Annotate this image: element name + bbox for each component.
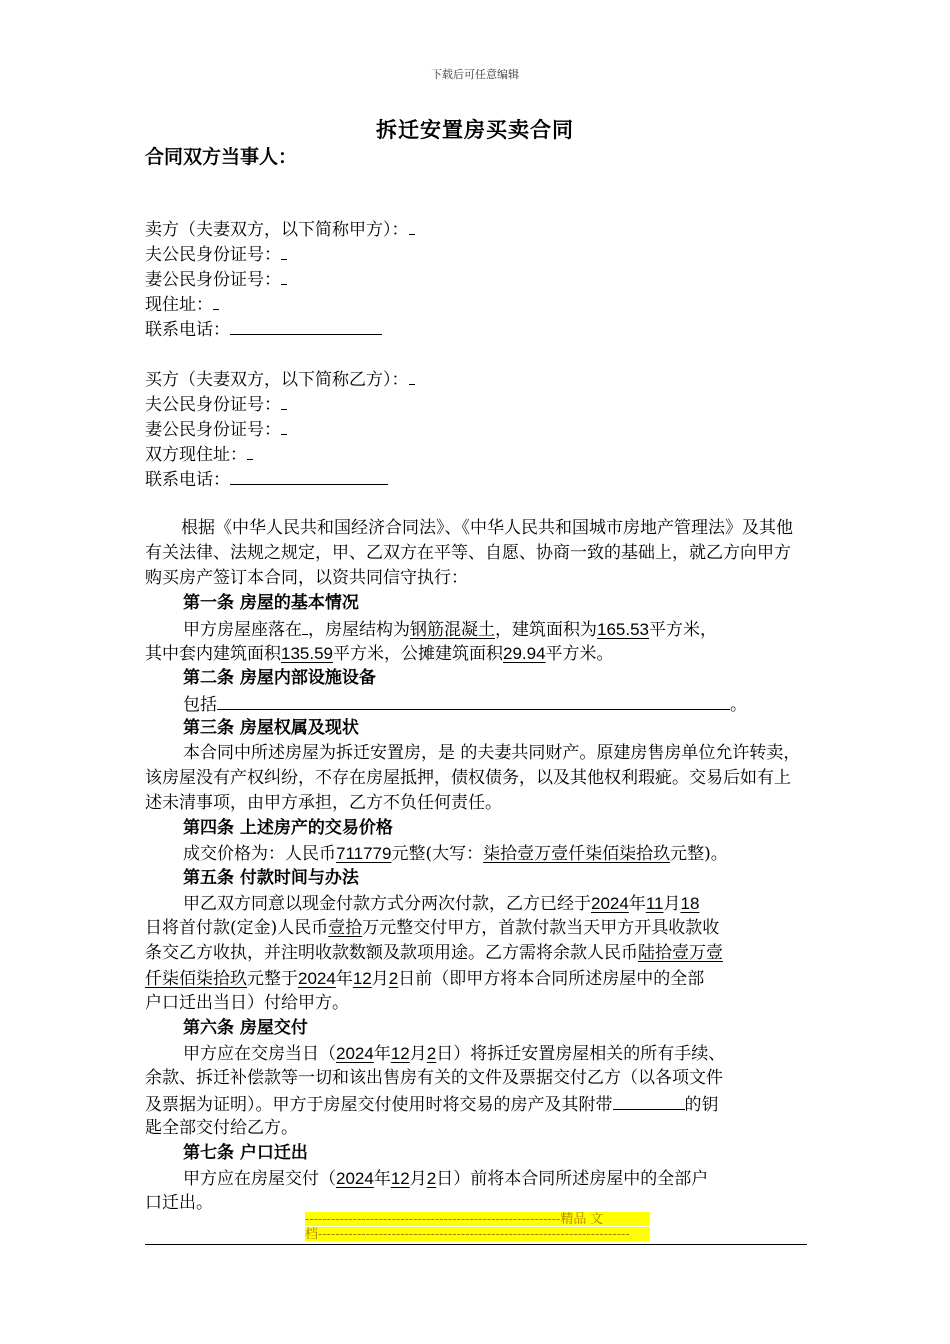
a1-text-7: 平方米。 [545, 644, 614, 664]
balance-year: 2024 [298, 969, 336, 988]
a7-text-month: 月 [409, 1169, 427, 1189]
buyer-address-blank[interactable] [247, 441, 253, 460]
seller-husband-id-line [145, 241, 287, 268]
seller-wife-id-blank[interactable] [281, 266, 287, 285]
seller-address-line [145, 291, 219, 318]
article-4-title: 第四条 上述房产的交易价格 [183, 818, 393, 838]
article-1-line-2 [145, 641, 614, 667]
header-note: 下载后可任意编辑 [431, 68, 519, 81]
building-area-value: 165.53 [597, 620, 649, 639]
article-5-line-2 [145, 916, 719, 941]
a1-text-1: 甲方房屋座落在 [183, 620, 302, 640]
price-value: 711779 [336, 844, 392, 863]
article-5-line-3 [145, 941, 723, 966]
buyer-address-label: 双方现住址： [145, 445, 247, 465]
article-6-title: 第六条 房屋交付 [183, 1018, 308, 1038]
article-6-line-4: 匙全部交付给乙方。 [145, 1118, 298, 1138]
buyer-husband-id-label: 夫公民身份证号： [145, 395, 281, 415]
seller-address-blank[interactable] [213, 291, 219, 310]
a7-text-year: 年 [373, 1169, 391, 1189]
balance-words-part-2: 仟柒佰柒拾玖 [145, 969, 247, 989]
a5-text-6: 日前（即甲方将本合同所述房屋中的全部 [398, 969, 705, 989]
buyer-phone-line [145, 466, 388, 493]
a4-text-3: 元整)。 [670, 844, 728, 864]
a5-text-5: 元整于 [247, 969, 298, 989]
contract-title: 拆迁安置房买卖合同 [376, 117, 574, 142]
a4-text-2: 元整(大写： [391, 844, 484, 864]
a7-text-1: 甲方应在房屋交付（ [183, 1169, 336, 1189]
a6-text-1: 甲方应在交房当日（ [183, 1044, 336, 1064]
a5-text-year-2: 年 [335, 969, 353, 989]
buyer-wife-id-line [145, 416, 287, 443]
seller-husband-id-label: 夫公民身份证号： [145, 245, 281, 265]
a5-text-month: 月 [663, 894, 681, 914]
article-1-line-1 [183, 616, 717, 643]
structure-value: 钢筋混凝土 [410, 620, 495, 640]
article-7-line-1 [183, 1166, 708, 1192]
seller-name-blank[interactable] [409, 216, 415, 235]
seller-label: 卖方（夫妻双方，以下简称甲方）： [145, 220, 409, 240]
first-payment-month: 11 [645, 894, 664, 913]
a6-text-month: 月 [409, 1044, 427, 1064]
article-7-line-2: 口迁出。 [145, 1193, 213, 1213]
balance-month: 12 [352, 969, 372, 988]
article-4-line [183, 841, 728, 867]
article-2-line [183, 691, 747, 718]
facilities-blank[interactable] [217, 691, 730, 710]
buyer-label: 买方（夫妻双方，以下简称乙方）： [145, 370, 409, 390]
a1-text-3: ，建筑面积为 [495, 620, 597, 640]
a1-text-6: 平方米，公摊建筑面积 [333, 644, 503, 664]
article-7-title: 第七条 户口迁出 [183, 1143, 308, 1163]
keys-blank[interactable] [613, 1091, 685, 1110]
article-6-line-2: 余款、拆迁补偿款等一切和该出售房有关的文件及票据交付乙方（以各项文件 [145, 1068, 723, 1088]
seller-label-line [145, 216, 415, 243]
a1-text-2: ，房屋结构为 [308, 620, 410, 640]
deposit-value: 壹拾 [328, 918, 363, 938]
shared-area-value: 29.94 [503, 644, 546, 663]
seller-husband-id-blank[interactable] [281, 241, 287, 260]
inner-area-value: 135.59 [281, 644, 333, 663]
article-5-title: 第五条 付款时间与办法 [183, 868, 359, 888]
article-6-line-1 [183, 1041, 725, 1067]
article-3-text: 本合同中所述房屋为拆迁安置房，是 的夫妻共同财产。原建房售房单位允许转卖，该房屋没有产权纠纷，不存在房屋抵押，债权债务，以及其他权利瑕疵。交易后如有上述未清事项，由甲方承担，乙方不负任何责任。 [145, 743, 801, 813]
article-5-line-4 [145, 966, 704, 992]
balance-day: 2 [388, 969, 399, 988]
a1-text-4: 平方米， [649, 620, 717, 640]
seller-phone-blank[interactable] [230, 316, 382, 335]
a7-text-2: 日）前将本合同所述房屋中的全部户 [436, 1169, 709, 1189]
buyer-wife-id-label: 妻公民身份证号： [145, 420, 281, 440]
buyer-name-blank[interactable] [409, 366, 415, 385]
a4-text-1: 成交价格为：人民币 [183, 844, 336, 864]
a2-text: 包括 [183, 695, 217, 715]
hukou-day: 2 [426, 1169, 437, 1188]
handover-day: 2 [426, 1044, 437, 1063]
hukou-year: 2024 [336, 1169, 374, 1188]
buyer-phone-label: 联系电话： [145, 470, 230, 490]
a5-text-4: 条交乙方收执，并注明收款数额及款项用途。乙方需将余款人民币 [145, 943, 638, 963]
article-3-title: 第三条 房屋权属及现状 [183, 718, 359, 738]
a5-text-2: 日将首付款(定金)人民币 [145, 918, 329, 938]
article-1-title: 第一条 房屋的基本情况 [183, 593, 359, 613]
intro-paragraph: 根据《中华人民共和国经济合同法》、《中华人民共和国城市房地产管理法》及其他有关法律、法规之规定，甲、乙双方在平等、自愿、协商一致的基础上，就乙方向甲方购买房产签订本合同，以资共同信守执行： [145, 518, 793, 588]
buyer-husband-id-line [145, 391, 287, 418]
hukou-month: 12 [390, 1169, 410, 1188]
parties-heading: 合同双方当事人： [145, 146, 298, 168]
balance-words-part-1: 陆拾壹万壹 [638, 943, 723, 963]
article-5-line-1 [183, 891, 699, 917]
article-2-title: 第二条 房屋内部设施设备 [183, 668, 376, 688]
seller-phone-label: 联系电话： [145, 320, 230, 340]
buyer-husband-id-blank[interactable] [281, 391, 287, 410]
buyer-address-line [145, 441, 253, 468]
buyer-wife-id-blank[interactable] [281, 416, 287, 435]
buyer-phone-blank[interactable] [230, 466, 388, 485]
footer-divider [145, 1244, 807, 1245]
seller-wife-id-label: 妻公民身份证号： [145, 270, 281, 290]
a6-text-year: 年 [373, 1044, 391, 1064]
price-words-value: 柒拾壹万壹仟柒佰柒拾玖 [483, 844, 671, 864]
seller-wife-id-line [145, 266, 287, 293]
a6-text-3: 及票据为证明）。甲方于房屋交付使用时将交易的房产及其附带 [145, 1095, 613, 1115]
footer-watermark-line-2: 档------------------------------------------------------------------------ [305, 1227, 650, 1241]
first-payment-day: 18 [680, 894, 700, 913]
seller-address-label: 现住址： [145, 295, 213, 315]
a5-text-7: 户口迁出当日）付给甲方。 [145, 993, 349, 1013]
a5-text-1: 甲乙双方同意以现金付款方式分两次付款，乙方已经于 [183, 894, 591, 914]
a5-text-month-2: 月 [371, 969, 389, 989]
seller-phone-line [145, 316, 382, 343]
a1-text-5: 其中套内建筑面积 [145, 644, 281, 664]
footer-watermark-line-1: -----------------------------------------------------------精品 文 [305, 1212, 650, 1226]
a6-text-2: 日）将拆迁安置房屋相关的所有手续、 [436, 1044, 726, 1064]
a2-end: 。 [730, 695, 747, 715]
a5-text-year: 年 [628, 894, 646, 914]
handover-month: 12 [390, 1044, 410, 1063]
first-payment-year: 2024 [591, 894, 629, 913]
a5-text-3: 万元整交付甲方，首款付款当天甲方开具收款收 [362, 918, 720, 938]
handover-year: 2024 [336, 1044, 374, 1063]
article-5-line-5 [145, 991, 349, 1016]
a6-text-4: 的钥 [684, 1095, 719, 1115]
buyer-label-line [145, 366, 415, 393]
article-6-line-3 [145, 1091, 719, 1118]
